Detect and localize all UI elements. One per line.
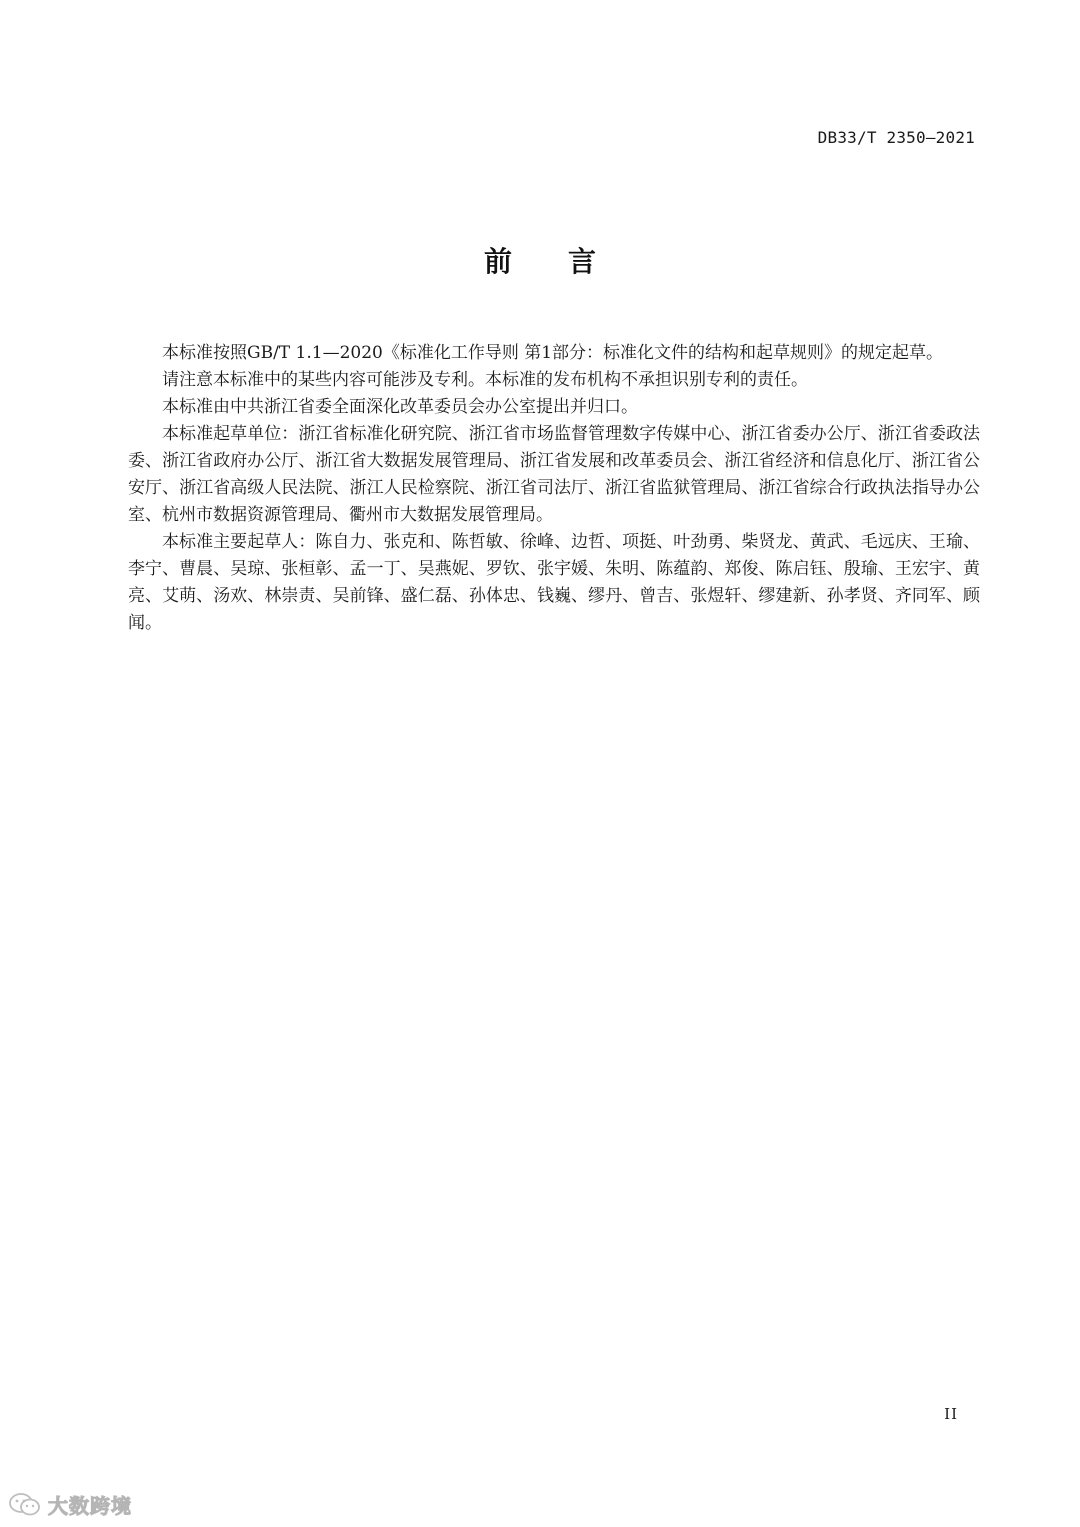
foreword-body bbox=[128, 340, 980, 637]
page-title: 前言 bbox=[483, 245, 652, 278]
paragraph-drafting-units: 本标准起草单位：浙江省标准化研究院、浙江省市场监督管理数字传媒中心、浙江省委办公厅、浙江省委政法委、浙江省政府办公厅、浙江省大数据发展管理局、浙江省发展和改革委员会、浙江省经济和信息化厅、浙江省公安厅、浙江省高级人民法院、浙江人民检察院、浙江省司法厅、浙江省监狱管理局、浙江省综合行政执法指导办公室、杭州市数据资源管理局、衢州市大数据发展管理局。 bbox=[128, 424, 980, 525]
paragraph-patent-notice: 请注意本标准中的某些内容可能涉及专利。本标准的发布机构不承担识别专利的责任。 bbox=[162, 370, 808, 390]
paragraph-proposer: 本标准由中共浙江省委全面深化改革委员会办公室提出并归口。 bbox=[162, 397, 638, 417]
watermark-text: 大数跨境 bbox=[48, 1494, 132, 1518]
paragraph-drafters: 本标准主要起草人：陈自力、张克和、陈哲敏、徐峰、边哲、项挺、叶劲勇、柴贤龙、黄武、毛远庆、王瑜、李宁、曹晨、吴琼、张桓彰、孟一丁、吴燕妮、罗钦、张宇媛、朱明、陈蕴韵、郑俊、陈启钰、殷瑜、王宏宇、黄亮、艾萌、汤欢、林崇责、吴前锋、盛仁磊、孙体忠、钱巍、缪丹、曾吉、张煜轩、缪建新、孙孝贤、齐同军、顾闻。 bbox=[128, 532, 980, 633]
wechat-logo-icon bbox=[8, 1492, 42, 1518]
paragraph-drafting-rules: 本标准按照GB/T 1.1—2020《标准化工作导则 第1部分：标准化文件的结构和起草规则》的规定起草。 bbox=[162, 343, 944, 363]
page-number: II bbox=[944, 1405, 958, 1423]
watermark bbox=[8, 1490, 132, 1519]
document-code: DB33/T 2350—2021 bbox=[817, 128, 975, 147]
